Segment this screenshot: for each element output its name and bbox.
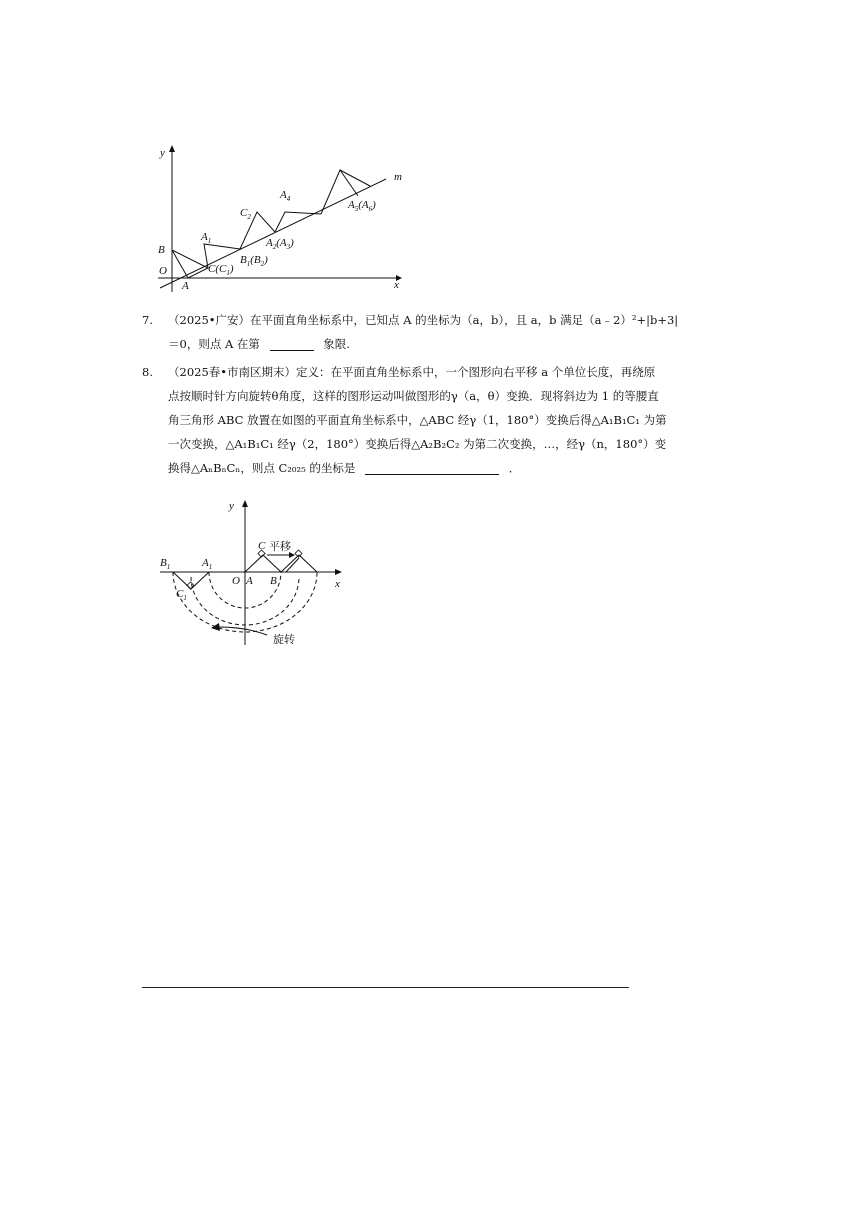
question-8-answer-blank[interactable] [365,460,499,475]
label-b1: $B_1$ [160,557,171,571]
question-8-line-5 [168,456,520,480]
question-8-number: 8. [142,365,153,379]
label-a1: $A_1$ [202,557,213,571]
question-8-line-3: 角三角形 ABC 放置在如图的平面直角坐标系中，△ABC 经γ（1，180°）变换后得△A₁B₁C₁ 为第 [168,413,667,427]
question-7-line-2-before: ＝0，则点 A 在第 [168,337,260,351]
figure-1-staircase-triangles [150,140,420,295]
line-m-label: m [394,171,402,183]
rotation-arrow-head-icon [211,623,220,631]
label-a: A [182,280,189,292]
x-axis-arrow-icon [335,569,342,575]
triangle-translated-1 [281,555,317,572]
label-c-c1: $C(C_1)$ [208,263,234,277]
question-8-line-5-after: ． [508,461,521,475]
question-8-line-1: （2025春•市南区期末）定义：在平面直角坐标系中，一个图形向右平移 a 个单位长度，再绕原 [168,365,656,379]
footer-divider [142,987,629,988]
label-a5-a6: $A_5(A_6)$ [348,199,376,213]
label-b1-b2: $B_1(B_2)$ [240,254,268,268]
triangle-abc [245,555,281,572]
question-7-answer-blank[interactable] [270,336,314,351]
question-8 [142,360,702,484]
label-c1: $C_1$ [176,588,187,602]
label-c: C [258,540,266,552]
translate-label: 平移 [269,541,291,553]
question-8-line-5-before: 换得△AₙBₙCₙ，则点 C₂₀₂₅ 的坐标是 [168,461,356,475]
label-a4: $A_4$ [280,189,291,203]
origin-label: O [159,265,167,277]
label-a1: $A_1$ [201,231,212,245]
axis-x-label: x [394,279,399,291]
question-7-line-1: （2025•广安）在平面直角坐标系中，已知点 A 的坐标为（a，b），且 a，b 满足（a﹣2）²+|b+3| [168,313,679,327]
origin-label: O [232,575,240,587]
question-7 [142,308,702,360]
axis-x-label: x [335,578,340,590]
label-c2: $C_2$ [240,207,251,221]
question-8-line-4: 一次变换，△A₁B₁C₁ 经γ（2，180°）变换后得△A₂B₂C₂ 为第二次变换，…，经γ（n，180°）变 [168,437,667,451]
line-m [160,179,386,288]
question-7-number: 7. [142,313,153,327]
label-a: A [246,575,253,587]
triangle-a5b5c5 [340,170,370,186]
label-b: B [158,244,165,256]
rotation-arrow [217,627,267,635]
axis-y-label: y [160,147,165,159]
figure-2-translate-rotate [155,495,355,650]
rotate-label: 旋转 [273,634,295,646]
question-7-line-2-after: 象限. [323,337,350,351]
label-a2-a3: $A_2(A_3)$ [266,237,294,251]
axis-y-label: y [229,500,234,512]
question-8-line-2: 点按顺时针方向旋转θ角度，这样的图形运动叫做图形的γ（a，θ）变换．现将斜边为 1 的等腰直 [168,389,659,403]
y-axis-arrow-icon [169,145,175,152]
question-7-line-2 [168,332,350,356]
y-axis-arrow-icon [242,500,248,507]
label-b: B [270,575,277,587]
